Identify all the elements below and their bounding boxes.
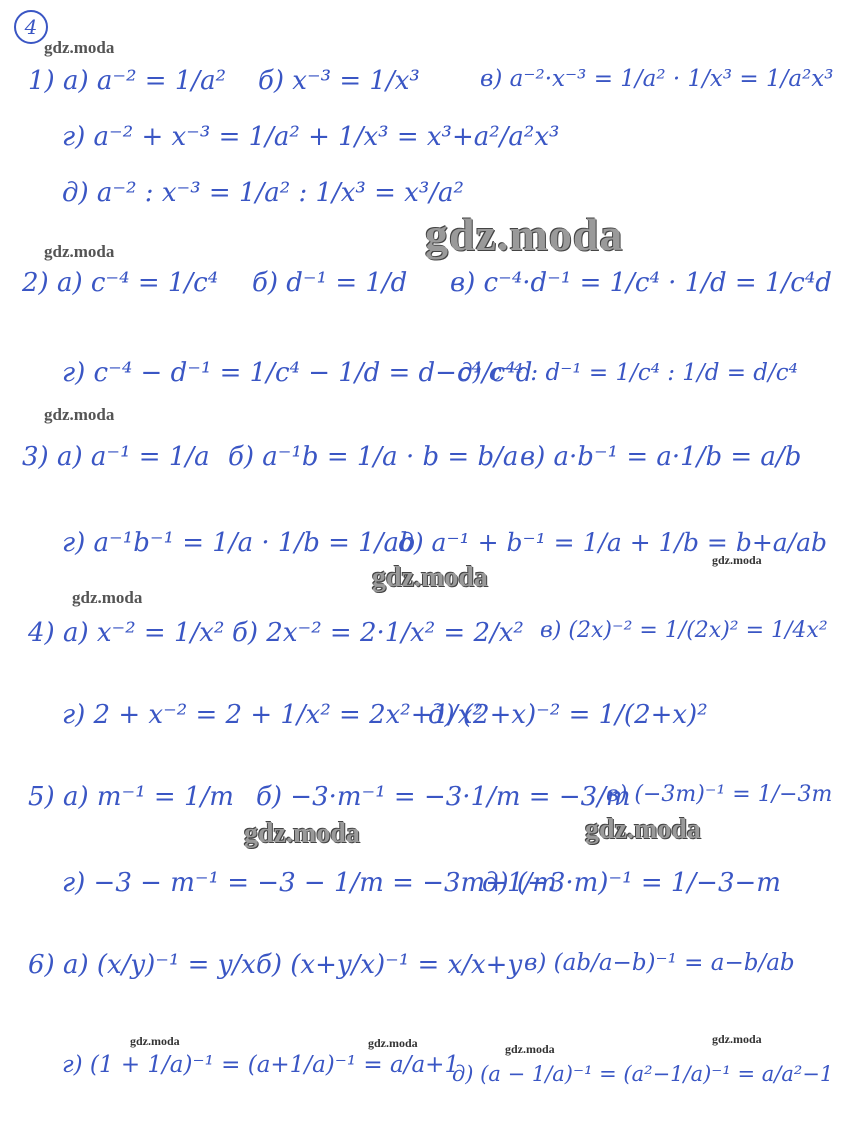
solution-line: г) 2 + x⁻² = 2 + 1/x² = 2x²+1/x² bbox=[62, 700, 483, 730]
solution-line: в) c⁻⁴·d⁻¹ = 1/c⁴ · 1/d = 1/c⁴d bbox=[450, 268, 832, 298]
watermark: gdz.moda bbox=[712, 553, 762, 567]
solution-line: 4) а) x⁻² = 1/x² bbox=[28, 618, 225, 648]
watermark: gdz.moda bbox=[505, 1042, 555, 1056]
solution-line: 6) а) (x/y)⁻¹ = y/x bbox=[28, 950, 256, 980]
solution-line: г) a⁻¹b⁻¹ = 1/a · 1/b = 1/ab bbox=[62, 528, 416, 558]
solution-line: б) −3·m⁻¹ = −3·1/m = −3/m bbox=[256, 782, 631, 812]
solution-line: в) (−3m)⁻¹ = 1/−3m bbox=[606, 782, 833, 807]
solution-line: в) a⁻²·x⁻³ = 1/a² · 1/x³ = 1/a²x³ bbox=[480, 66, 834, 92]
watermark: gdz.moda bbox=[712, 1032, 762, 1046]
watermark: gdz.moda bbox=[44, 242, 115, 261]
solution-line: д) (a − 1/a)⁻¹ = (a²−1/a)⁻¹ = a/a²−1 bbox=[452, 1062, 834, 1086]
watermark: gdz.moda bbox=[72, 588, 143, 607]
solution-line: д) c⁻⁴ : d⁻¹ = 1/c⁴ : 1/d = d/c⁴ bbox=[458, 360, 798, 386]
watermark: gdz.moda bbox=[44, 38, 115, 57]
solution-line: г) a⁻² + x⁻³ = 1/a² + 1/x³ = x³+a²/a²x³ bbox=[62, 122, 560, 152]
solution-line: 3) а) a⁻¹ = 1/a bbox=[22, 442, 210, 472]
solution-line: в) (2x)⁻² = 1/(2x)² = 1/4x² bbox=[540, 618, 828, 643]
solution-line: д) (2+x)⁻² = 1/(2+x)² bbox=[428, 700, 708, 730]
solution-line: г) (1 + 1/a)⁻¹ = (a+1/a)⁻¹ = a/a+1 bbox=[62, 1052, 460, 1078]
solution-line: б) a⁻¹b = 1/a · b = b/a bbox=[228, 442, 519, 472]
solution-line: г) −3 − m⁻¹ = −3 − 1/m = −3m+1/m bbox=[62, 868, 557, 898]
watermark: gdz.moda bbox=[372, 562, 488, 593]
solution-line: б) x⁻³ = 1/x³ bbox=[258, 66, 420, 96]
watermark: gdz.moda bbox=[44, 405, 115, 424]
solution-line: д) a⁻² : x⁻³ = 1/a² : 1/x³ = x³/a² bbox=[62, 178, 464, 208]
solution-line: в) (ab/a−b)⁻¹ = a−b/ab bbox=[524, 950, 795, 976]
task-number: 4 bbox=[14, 10, 48, 44]
watermark: gdz.moda bbox=[585, 814, 701, 845]
solution-line: б) d⁻¹ = 1/d bbox=[252, 268, 408, 298]
watermark: gdz.moda bbox=[130, 1034, 180, 1048]
solution-line: б) (x+y/x)⁻¹ = x/x+y bbox=[256, 950, 523, 980]
solution-line: б) 2x⁻² = 2·1/x² = 2/x² bbox=[232, 618, 524, 648]
solution-line: в) a·b⁻¹ = a·1/b = a/b bbox=[520, 442, 802, 472]
solution-line: 1) а) a⁻² = 1/a² bbox=[28, 66, 227, 96]
solution-line: д) (−3·m)⁻¹ = 1/−3−m bbox=[482, 868, 781, 898]
solution-line: 2) а) c⁻⁴ = 1/c⁴ bbox=[22, 268, 219, 298]
watermark: gdz.moda bbox=[244, 818, 360, 849]
solution-line: д) a⁻¹ + b⁻¹ = 1/a + 1/b = b+a/ab bbox=[398, 528, 828, 557]
solution-line: г) c⁻⁴ − d⁻¹ = 1/c⁴ − 1/d = d−c⁴/c⁴d bbox=[62, 358, 533, 388]
watermark: gdz.moda bbox=[368, 1036, 418, 1050]
watermark: gdz.moda bbox=[425, 209, 624, 260]
solution-line: 5) а) m⁻¹ = 1/m bbox=[28, 782, 234, 812]
